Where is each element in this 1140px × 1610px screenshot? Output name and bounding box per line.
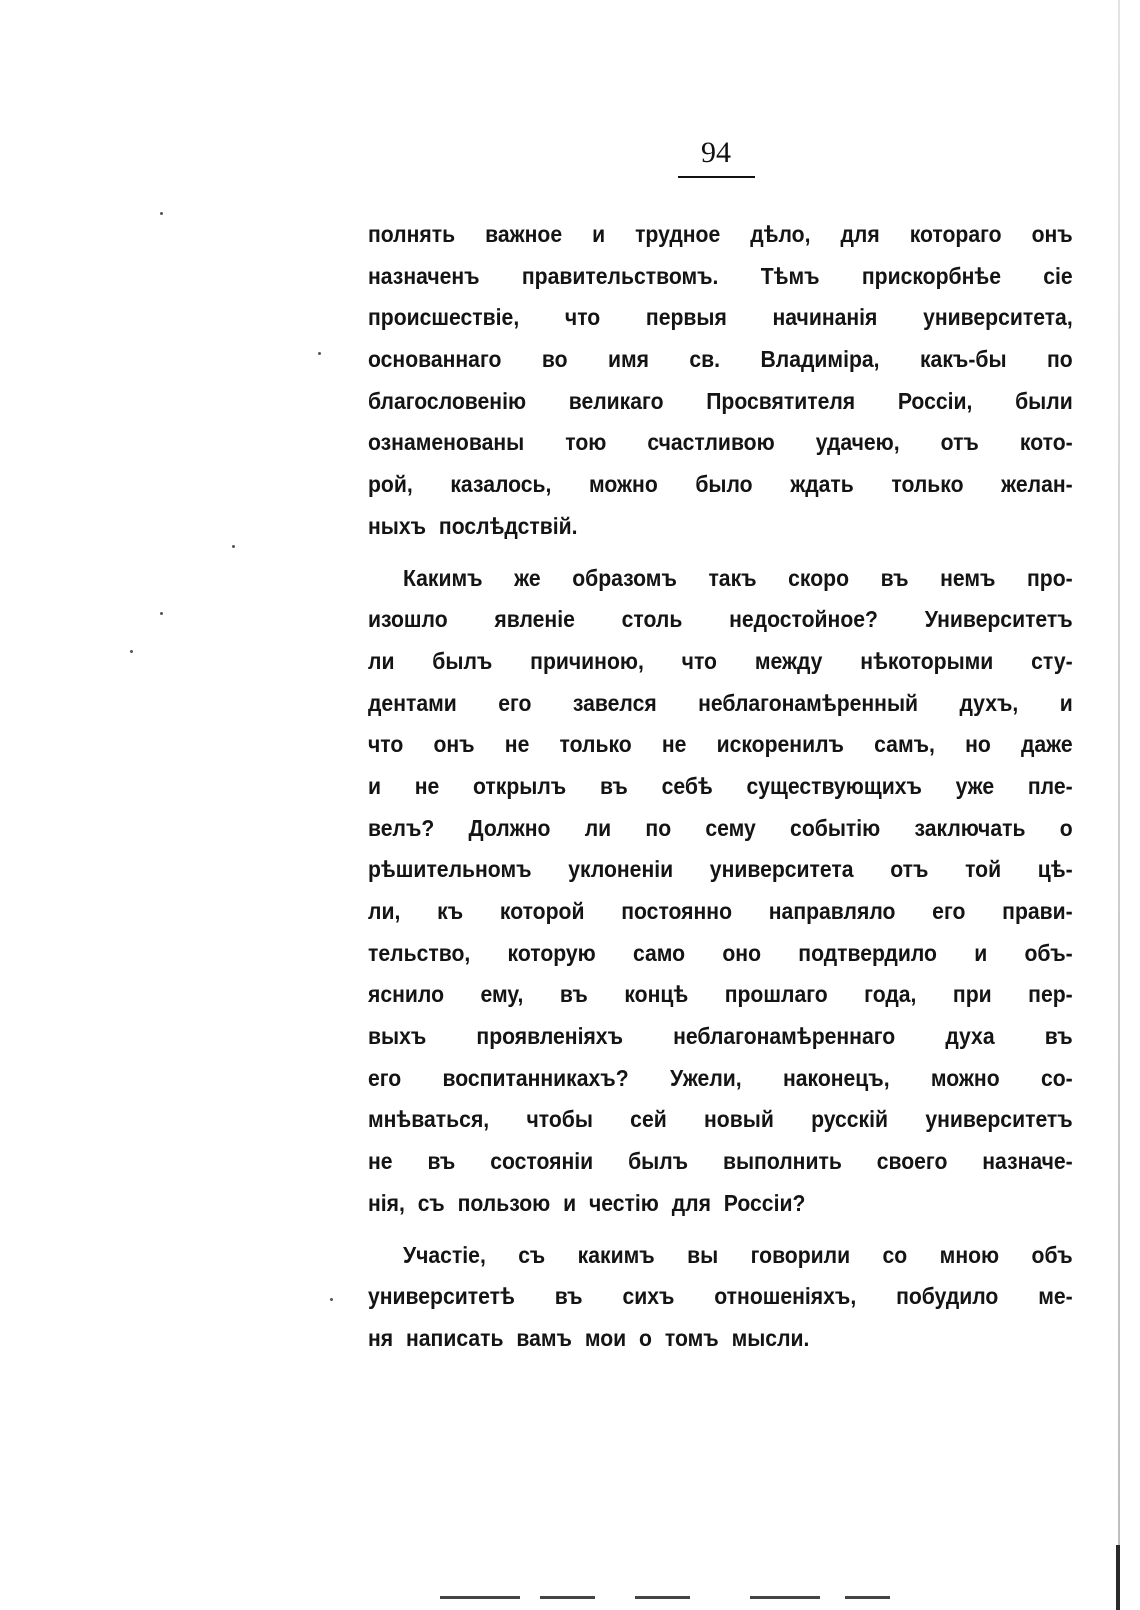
scan-mark <box>750 1596 820 1599</box>
paragraph-1 <box>368 214 1073 548</box>
text-line: ли былъ причиною, что между нѣкоторыми сту- <box>368 647 1073 674</box>
text-line: и не открылъ въ себѣ существующихъ уже пле- <box>368 772 1073 799</box>
text-line: что онъ не только не искоренилъ самъ, но даже <box>368 731 1073 758</box>
text-line: Какимъ же образомъ такъ скоро въ немъ про- <box>402 564 1073 591</box>
scan-mark <box>635 1596 690 1599</box>
scan-speck <box>232 545 235 548</box>
text-line: Участіе, съ какимъ вы говорили со мною объ <box>402 1241 1073 1268</box>
scan-mark <box>845 1596 890 1599</box>
scan-speck <box>130 650 133 653</box>
text-line: рой, казалось, можно было ждать только желан- <box>368 471 1073 498</box>
text-line: университетѣ въ сихъ отношеніяхъ, побудило ме- <box>368 1283 1073 1310</box>
text-line: дентами его завелся неблагонамѣренный духъ, и <box>368 689 1073 716</box>
text-line: рѣшительномъ уклоненіи университета отъ той цѣ- <box>368 856 1073 883</box>
text-line: благословенію великаго Просвятителя Россіи, были <box>368 387 1073 414</box>
text-line: ли, къ которой постоянно направляло его прави- <box>368 898 1073 924</box>
text-line: тельство, которую само оно подтвердило и объ- <box>368 939 1073 966</box>
scan-speck <box>160 612 163 615</box>
text-line: назначенъ правительствомъ. Тѣмъ прискорбнѣе сіе <box>368 262 1073 289</box>
page-edge-shadow <box>1118 0 1120 1610</box>
page-number: 94 <box>701 136 731 169</box>
text-line: велъ? Должно ли по сему событію заключать о <box>368 814 1073 841</box>
text-line: мнѣваться, чтобы сей новый русскій университетъ <box>368 1106 1073 1133</box>
text-line: происшествіе, что первыя начинанія университета, <box>368 304 1073 331</box>
text-line: ня написать вамъ мои о томъ мысли. <box>368 1324 810 1351</box>
text-line: не въ состояніи былъ выполнить своего назначе- <box>368 1148 1073 1175</box>
paragraph-3 <box>368 1235 1073 1360</box>
paragraph-2 <box>368 558 1073 1225</box>
body-text <box>368 214 1073 1360</box>
text-line: ознаменованы тою счастливою удачею, отъ кото- <box>368 429 1073 456</box>
page-corner-shadow <box>1116 1545 1120 1610</box>
text-line: изошло явленіе столь недостойное? Университетъ <box>368 606 1073 633</box>
text-line: полнять важное и трудное дѣло, для котораго онъ <box>368 221 1073 247</box>
text-line: яснило ему, въ концѣ прошлаго года, при пер- <box>368 981 1073 1008</box>
scan-mark <box>440 1596 520 1599</box>
text-line: основаннаго во имя св. Владиміра, какъ-бы по <box>368 346 1073 373</box>
page-number-rule <box>678 176 755 178</box>
scan-mark <box>540 1596 595 1599</box>
text-line: его воспитанникахъ? Ужели, наконецъ, можно со- <box>368 1064 1073 1091</box>
text-line: нія, съ пользою и честію для Россіи? <box>368 1189 806 1216</box>
text-line: ныхъ послѣдствій. <box>368 512 578 539</box>
scan-speck <box>160 212 163 215</box>
scan-speck <box>330 1298 333 1301</box>
scan-speck <box>318 352 321 355</box>
text-line: выхъ проявленіяхъ неблагонамѣреннаго духа въ <box>368 1023 1073 1050</box>
